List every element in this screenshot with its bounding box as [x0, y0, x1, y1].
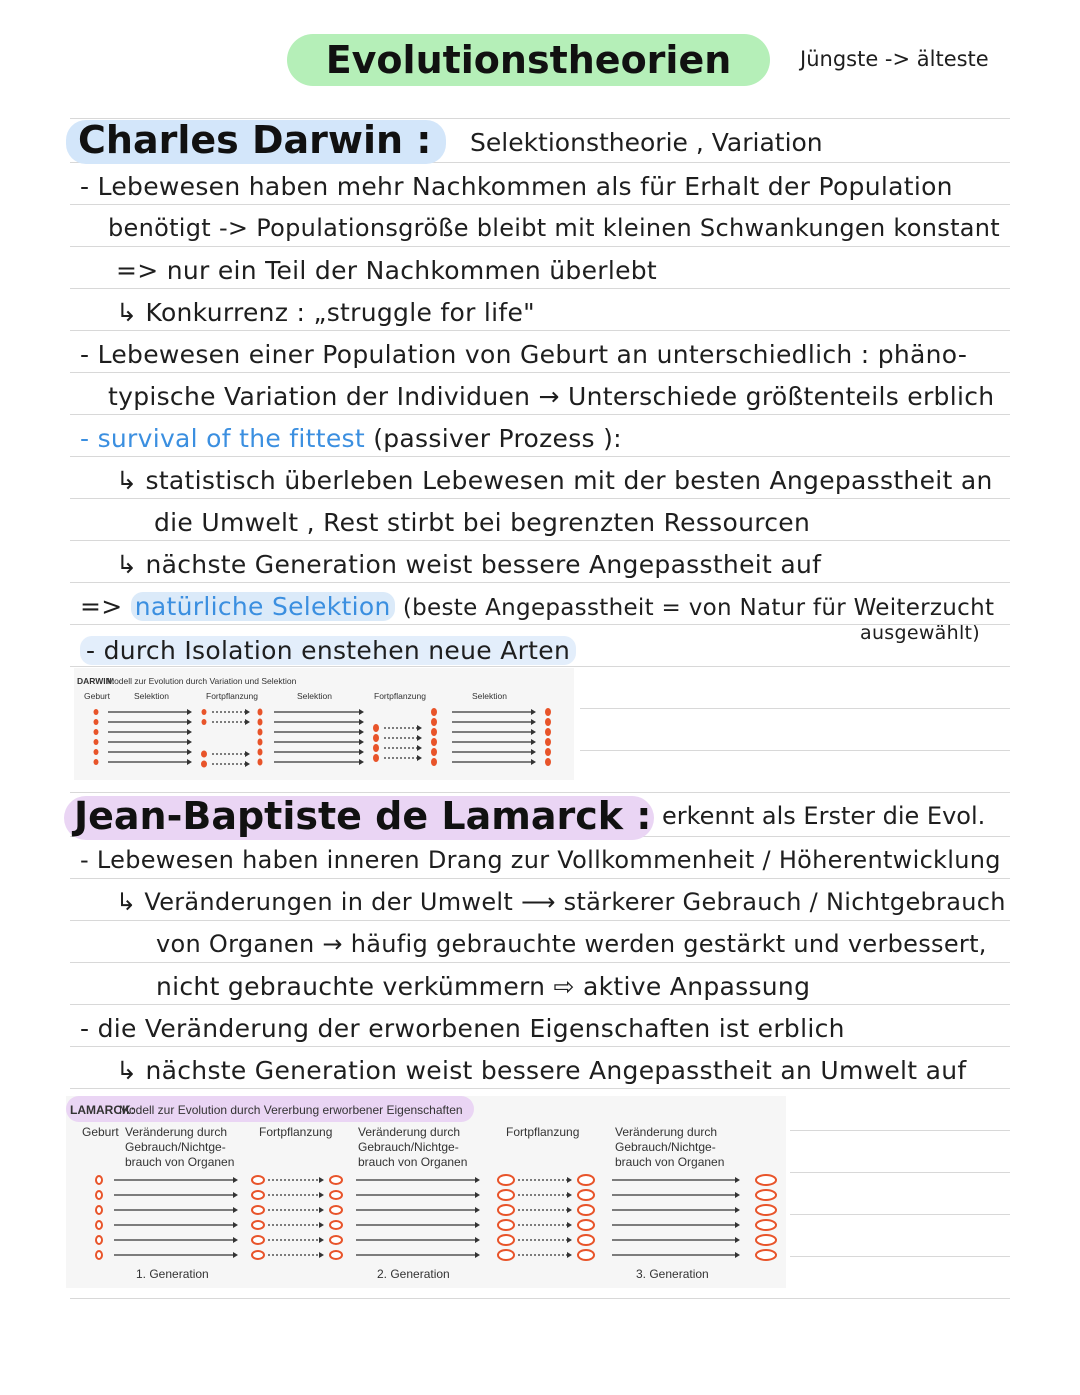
generation-3-label: 3. Generation	[636, 1267, 709, 1281]
lamarck-subtitle: erkennt als Erster die Evol.	[662, 802, 986, 830]
darwin-survivor	[201, 761, 207, 768]
survival-of-fittest: - survival of the fittest	[80, 424, 365, 453]
darwin-offspring	[431, 758, 437, 766]
darwin-heading: Charles Darwin :	[78, 118, 432, 162]
lamarck-individual	[578, 1190, 594, 1200]
implies-arrow: =>	[80, 592, 123, 621]
darwin-line-8: ↳ statistisch überleben Lebewesen mit der besten Angepasstheit an	[116, 466, 993, 495]
darwin-individual	[545, 738, 551, 746]
darwin-offspring	[431, 728, 437, 736]
lamarck-individual	[252, 1191, 264, 1199]
lamarck-line-4: nicht gebrauchte verkümmern ⇨ aktive Anpassung	[156, 972, 811, 1001]
lamarck-individual	[330, 1176, 342, 1184]
lamarck-line-1: - Lebewesen haben inneren Drang zur Vollkommenheit / Höherentwicklung	[80, 846, 1001, 874]
lamarck-individual	[578, 1250, 594, 1260]
lamarck-caption-bold: LAMARCK:	[70, 1103, 135, 1117]
darwin-offspring	[431, 718, 437, 726]
lamarck-individual	[756, 1175, 776, 1185]
lamarck-individual	[578, 1205, 594, 1215]
darwin-subtitle: Selektionstheorie , Variation	[470, 128, 823, 157]
generation-1-label: 1. Generation	[136, 1267, 209, 1281]
lamarck-individual	[330, 1191, 342, 1199]
darwin-line-7	[80, 424, 622, 453]
lamarck-label-reproduction-2: Fortpflanzung	[506, 1125, 580, 1139]
lamarck-individual	[96, 1206, 102, 1214]
lamarck-individual	[498, 1250, 514, 1260]
lamarck-label-change-3b: Gebrauch/Nichtge-	[615, 1140, 716, 1154]
lamarck-label-change-3a: Veränderung durch	[615, 1125, 718, 1139]
natural-selection: natürliche Selektion	[131, 592, 395, 621]
lamarck-individual	[330, 1236, 342, 1244]
darwin-individual	[94, 739, 99, 745]
darwin-individual	[94, 759, 99, 765]
lamarck-individual	[756, 1250, 776, 1260]
darwin-label-reproduction-1: Fortpflanzung	[206, 691, 258, 701]
passive-process: (passiver Prozess ):	[373, 424, 622, 453]
darwin-offspring	[258, 709, 263, 716]
lamarck-individual	[252, 1251, 264, 1259]
lamarck-individual	[252, 1221, 264, 1229]
darwin-line-12	[80, 636, 576, 665]
darwin-individual	[545, 718, 551, 726]
darwin-line-2: benötigt -> Populationsgröße bleibt mit kleinen Schwankungen konstant	[108, 214, 1001, 242]
lamarck-line-2: ↳ Veränderungen in der Umwelt ⟶ stärkerer Gebrauch / Nichtgebrauch	[116, 888, 1006, 916]
darwin-line-1: - Lebewesen haben mehr Nachkommen als für Erhalt der Population	[80, 172, 953, 201]
order-note: Jüngste -> älteste	[800, 47, 989, 71]
lamarck-individual	[498, 1205, 514, 1215]
darwin-individual	[545, 728, 551, 736]
lamarck-individual	[252, 1236, 264, 1244]
lamarck-caption: Modell zur Evolution durch Vererbung erworbener Eigenschaften	[119, 1103, 463, 1117]
darwin-offspring	[431, 738, 437, 746]
lamarck-individual	[578, 1175, 594, 1185]
lamarck-individual	[252, 1206, 264, 1214]
lamarck-label-birth: Geburt	[82, 1125, 119, 1139]
darwin-line-10: ↳ nächste Generation weist bessere Angepasstheit auf	[116, 550, 822, 579]
isolation-text: - durch Isolation enstehen neue Arten	[80, 636, 576, 665]
darwin-line-5: - Lebewesen einer Population von Geburt an unterschiedlich : phäno-	[80, 340, 968, 369]
darwin-model-figure	[74, 668, 574, 780]
lamarck-individual	[756, 1190, 776, 1200]
lamarck-model-figure	[66, 1096, 786, 1288]
darwin-caption: Modell zur Evolution durch Variation und Selektion	[107, 676, 297, 686]
darwin-survivor	[202, 709, 207, 715]
darwin-offspring	[258, 719, 263, 726]
lamarck-individual	[96, 1176, 102, 1184]
darwin-line-9: die Umwelt , Rest stirbt bei begrenzten Ressourcen	[154, 508, 811, 537]
lamarck-individual	[96, 1251, 102, 1259]
darwin-offspring	[258, 729, 263, 736]
lamarck-individual	[96, 1221, 102, 1229]
page-title: Evolutionstheorien	[325, 38, 732, 82]
darwin-survivor	[373, 734, 379, 742]
lamarck-individual	[756, 1235, 776, 1245]
lamarck-individual	[330, 1221, 342, 1229]
natural-selection-explanation: (beste Angepasstheit = von Natur für Weiterzucht	[402, 595, 995, 621]
lamarck-individual	[330, 1206, 342, 1214]
lamarck-individual	[252, 1176, 264, 1184]
darwin-survivor	[373, 724, 379, 732]
darwin-survivor	[201, 751, 207, 758]
darwin-individual	[94, 719, 99, 725]
lamarck-individual	[578, 1220, 594, 1230]
lamarck-line-3: von Organen → häufig gebrauchte werden gestärkt und verbessert,	[156, 930, 987, 958]
lamarck-individual	[498, 1235, 514, 1245]
lamarck-individual	[756, 1205, 776, 1215]
darwin-individual	[545, 748, 551, 756]
lamarck-individual	[498, 1190, 514, 1200]
lamarck-heading: Jean-Baptiste de Lamarck :	[74, 794, 652, 838]
lamarck-line-5: - die Veränderung der erworbenen Eigenschaften ist erblich	[80, 1014, 845, 1043]
lamarck-individual	[756, 1220, 776, 1230]
lamarck-individual	[578, 1235, 594, 1245]
lamarck-label-change-2b: Gebrauch/Nichtge-	[358, 1140, 459, 1154]
lamarck-label-change-1a: Veränderung durch	[125, 1125, 228, 1139]
darwin-label-reproduction-2: Fortpflanzung	[374, 691, 426, 701]
lamarck-individual	[330, 1251, 342, 1259]
darwin-offspring	[258, 739, 263, 746]
lamarck-label-change-1c: brauch von Organen	[125, 1155, 235, 1169]
darwin-survivor	[373, 744, 379, 752]
lamarck-label-change-1b: Gebrauch/Nichtge-	[125, 1140, 226, 1154]
darwin-survivor	[373, 754, 379, 762]
lamarck-label-change-2c: brauch von Organen	[358, 1155, 468, 1169]
darwin-line-6: typische Variation der Individuen → Unterschiede größtenteils erblich	[108, 382, 995, 411]
darwin-line-11	[80, 592, 994, 621]
darwin-individual	[545, 708, 551, 716]
darwin-individual	[545, 758, 551, 766]
lamarck-label-reproduction-1: Fortpflanzung	[259, 1125, 333, 1139]
lamarck-individual	[96, 1236, 102, 1244]
darwin-individual	[94, 709, 99, 715]
darwin-label-selection-1: Selektion	[134, 691, 169, 701]
darwin-offspring	[258, 749, 263, 756]
darwin-individual	[94, 749, 99, 755]
darwin-caption-bold: DARWIN:	[77, 676, 115, 686]
darwin-label-selection-2: Selektion	[297, 691, 332, 701]
lamarck-line-6: ↳ nächste Generation weist bessere Angepasstheit an Umwelt auf	[116, 1056, 967, 1085]
darwin-line-3: => nur ein Teil der Nachkommen überlebt	[116, 256, 658, 285]
darwin-label-selection-3: Selektion	[472, 691, 507, 701]
lamarck-label-change-2a: Veränderung durch	[358, 1125, 461, 1139]
lamarck-label-change-3c: brauch von Organen	[615, 1155, 725, 1169]
darwin-individual	[94, 729, 99, 735]
lamarck-individual	[96, 1191, 102, 1199]
generation-2-label: 2. Generation	[377, 1267, 450, 1281]
darwin-label-birth: Geburt	[84, 691, 110, 701]
lamarck-individual	[498, 1220, 514, 1230]
darwin-offspring	[258, 759, 263, 766]
darwin-offspring	[431, 748, 437, 756]
darwin-survivor	[202, 719, 207, 725]
darwin-line-4: ↳ Konkurrenz : „struggle for life"	[116, 298, 535, 327]
lamarck-individual	[498, 1175, 514, 1185]
darwin-offspring	[431, 708, 437, 716]
darwin-line-11b: ausgewählt)	[860, 622, 980, 644]
